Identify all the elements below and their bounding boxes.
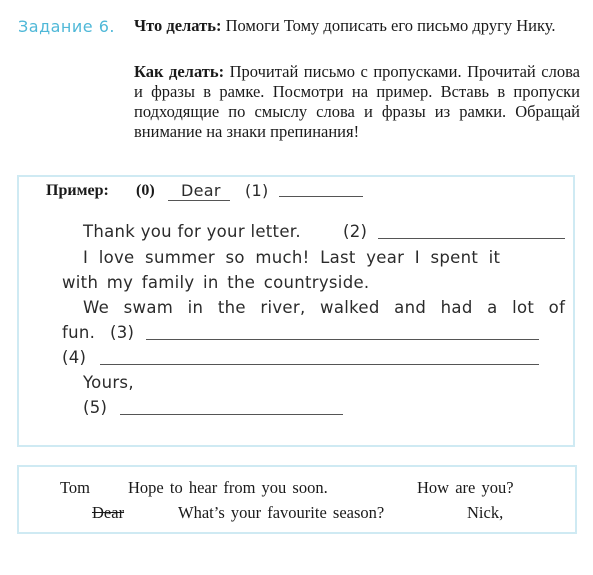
instruction-how-text: Прочитай письмо с пропусками. Прочитай слова и фразы в рамке. Посмотри на пример. Вставь в пропуски подходящие по смыслу слова и фразы из рамки. Обращай внимание на знаки препинания! <box>134 62 580 141</box>
letter-line-5: fun. <box>62 323 96 342</box>
letter-line-2: I love summer so much! Last year I spent it <box>83 248 501 267</box>
instruction-what <box>134 16 580 36</box>
letter-line-3: with my family in the countryside. <box>62 273 370 292</box>
gap-1-blank[interactable] <box>279 196 363 197</box>
word-option: Hope to hear from you soon. <box>128 478 328 497</box>
word-option-used: Dear <box>92 503 125 522</box>
instruction-what-title: Что делать: <box>134 16 222 35</box>
word-option: Tom <box>60 478 91 497</box>
example-label: Пример: <box>46 182 109 199</box>
instruction-how <box>134 62 580 142</box>
word-bank-frame <box>17 465 577 534</box>
gap-3-blank[interactable] <box>146 339 539 340</box>
gap-2-marker: (2) <box>343 222 368 241</box>
gap-5-marker: (5) <box>83 398 108 417</box>
letter-closing: Yours, <box>83 373 134 392</box>
word-option: How are you? <box>417 478 514 497</box>
example-answer-underline <box>168 200 230 201</box>
word-option: What’s your favourite season? <box>178 503 385 522</box>
instruction-how-title: Как делать: <box>134 62 225 81</box>
gap-2-blank[interactable] <box>378 238 565 239</box>
gap-3-marker: (3) <box>110 323 135 342</box>
gap-5-blank[interactable] <box>120 414 343 415</box>
task-number: Задание 6. <box>18 17 115 36</box>
gap-1-marker: (1) <box>245 181 269 200</box>
gap-4-marker: (4) <box>62 348 87 367</box>
gap-4-blank[interactable] <box>100 364 539 365</box>
word-option: Nick, <box>467 503 504 522</box>
letter-line-1: Thank you for your letter. <box>83 222 301 241</box>
example-answer: Dear <box>181 181 221 200</box>
instruction-what-text: Помоги Тому дописать его письмо другу Нику. <box>225 16 556 35</box>
letter-line-4: We swam in the river, walked and had a lot of <box>83 298 566 317</box>
example-zero-marker: (0) <box>136 182 155 199</box>
